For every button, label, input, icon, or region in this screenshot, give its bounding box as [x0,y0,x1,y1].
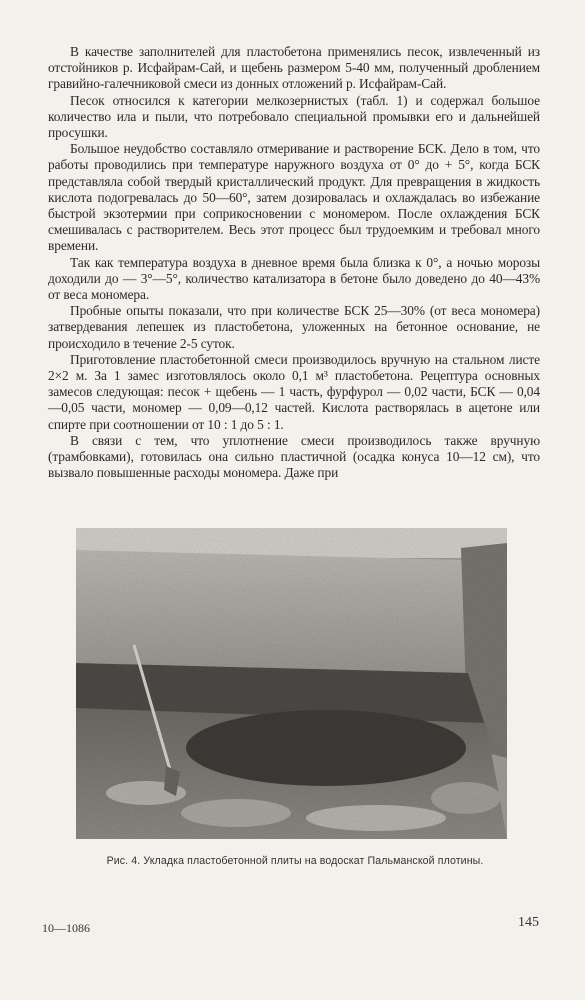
page-number: 145 [518,915,539,930]
paragraph-3: Большое неудобство составляло отмеривание и растворение БСК. Дело в том, что работы проводились при температуре наружного воздуха от 0° до + 5°, когда БСК представляла собой твердый кристаллический продукт. Для превращения в жидкость кислота подогревалась до 50—60°, затем дозировалась и охлаждалась во избежание быстрой экзотермии при соприкосновении с мономером. После охлаждения БСК смешивалась с растворителем. Весь этот процесс был трудоемким и требовал много времени. [48,141,540,254]
paragraph-1: В качестве заполнителей для пластобетона применялись песок, извлеченный из отстойников р. Исфайрам-Сай, и щебень размером 5-40 мм, полученный дроблением гравийно-галечниковой смеси из донных отложений р. Исфайрам-Сай. [48,44,540,92]
figure-photo [76,528,507,839]
figure-caption: Рис. 4. Укладка пластобетонной плиты на водоскат Пальманской плотины. [106,855,484,867]
paragraph-6: Приготовление пластобетонной смеси производилось вручную на стальном листе 2×2 м. За 1 замес изготовлялось около 0,1 м³ пластобетона. Рецептура основных замесов следующая: песок + щебень — 1 часть, фурфурол — 0,02 части, БСК — 0,04—0,05 части, мономер — 0,09—0,12 частей. Кислота растворялась в ацетоне или спирте при соотношении от 10 : 1 до 5 : 1. [48,351,540,432]
paragraph-5: Пробные опыты показали, что при количестве БСК 25—30% (от веса мономера) затвердевания лепешек из пластобетона, уложенных на бетонное основание, не происходило в течение 2-5 суток. [48,303,540,351]
paragraph-4: Так как температура воздуха в дневное время была близка к 0°, а ночью морозы доходили до — 3°—5°, количество катализатора в бетоне было доведено до 40—43% от веса мономера. [48,254,540,303]
paragraph-7: В связи с тем, что уплотнение смеси производилось также вручную (трамбовками), готовилась она сильно пластичной (осадка конуса 10—12 см), что вызвало повышенные расходы мономера. Даже при [48,432,540,481]
body-text [48,44,540,481]
paragraph-2: Песок относился к категории мелкозернистых (табл. 1) и содержал большое количество ила и пыли, что потребовало специальной промывки его и дальнейшей просушки. [48,92,540,141]
printer-signature: 10—1086 [42,921,90,935]
